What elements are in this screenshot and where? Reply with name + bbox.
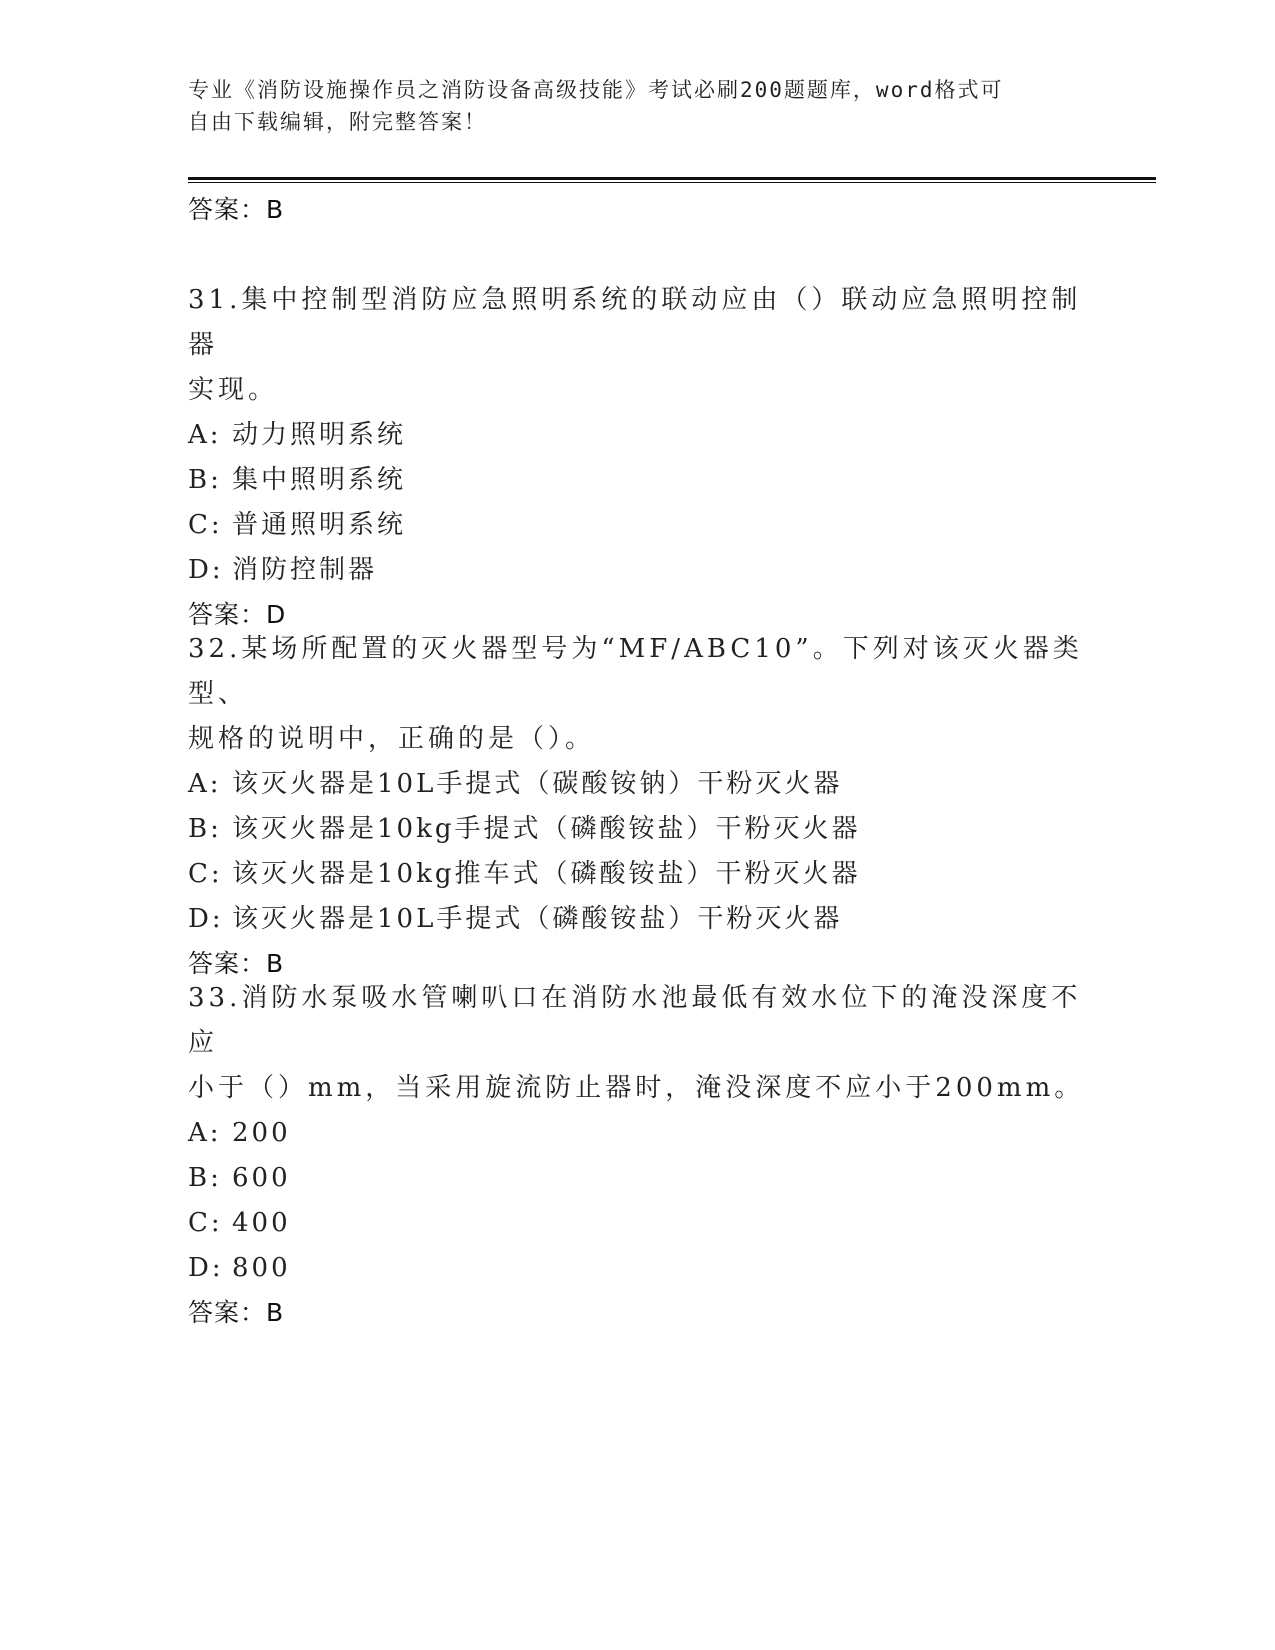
question-32-text-line-1: 32.某场所配置的灭火器型号为“MF/ABC10”。下列对该灭火器类型、 [188, 634, 1083, 709]
header-line-2: 自由下载编辑，附完整答案！ [188, 110, 487, 134]
option-text: 消防控制器 [232, 555, 378, 585]
question-33-option-a [188, 1111, 1088, 1156]
header-divider-thin [188, 182, 1156, 183]
question-31-option-a [188, 413, 1088, 458]
option-key: A: [188, 769, 222, 799]
question-33-option-d [188, 1246, 1088, 1291]
option-key: D: [188, 904, 224, 934]
option-text: 该灭火器是10L手提式（磷酸铵盐）干粉灭火器 [232, 904, 843, 934]
header-divider-thick [188, 177, 1156, 180]
option-key: C: [188, 510, 223, 540]
document-header [188, 74, 1088, 138]
question-32-option-b [188, 807, 1088, 852]
question-32-option-a [188, 762, 1088, 807]
question-32-option-c [188, 852, 1088, 897]
question-33-text-line-2: 小于（）mm，当采用旋流防止器时，淹没深度不应小于200mm。 [188, 1073, 1085, 1103]
header-line-1: 专业《消防设施操作员之消防设备高级技能》考试必刷200题题库，word格式可 [188, 78, 1004, 102]
option-key: C: [188, 859, 223, 889]
option-key: B: [188, 814, 222, 844]
question-31 [188, 278, 1088, 635]
question-31-option-d [188, 548, 1088, 593]
option-text: 200 [232, 1118, 291, 1148]
option-key: B: [188, 1163, 222, 1193]
question-33 [188, 976, 1088, 1333]
question-31-option-b [188, 458, 1088, 503]
option-key: C: [188, 1208, 223, 1238]
option-key: A: [188, 1118, 222, 1148]
question-31-answer: 答案：D [188, 600, 287, 629]
question-31-text-line-2: 实现。 [188, 375, 279, 405]
option-text: 800 [232, 1253, 291, 1283]
question-32-text-line-2: 规格的说明中，正确的是（）。 [188, 724, 596, 754]
question-33-answer: 答案：B [188, 1298, 285, 1327]
option-key: B: [188, 465, 222, 495]
option-text: 该灭火器是10kg推车式（磷酸铵盐）干粉灭火器 [232, 859, 861, 889]
previous-answer: 答案：B [188, 195, 285, 224]
option-text: 该灭火器是10kg手提式（磷酸铵盐）干粉灭火器 [232, 814, 861, 844]
option-text: 动力照明系统 [232, 420, 407, 450]
option-text: 普通照明系统 [232, 510, 407, 540]
question-33-text-line-1: 33.消防水泵吸水管喇叭口在消防水池最低有效水位下的淹没深度不应 [188, 983, 1082, 1058]
option-key: A: [188, 420, 222, 450]
question-32 [188, 627, 1088, 984]
option-text: 400 [232, 1208, 291, 1238]
option-text: 600 [232, 1163, 291, 1193]
option-text: 集中照明系统 [232, 465, 407, 495]
question-33-option-c [188, 1201, 1088, 1246]
question-33-option-b [188, 1156, 1088, 1201]
question-31-text-line-1: 31.集中控制型消防应急照明系统的联动应由（）联动应急照明控制器 [188, 285, 1082, 360]
question-31-option-c [188, 503, 1088, 548]
option-key: D: [188, 1253, 224, 1283]
option-key: D: [188, 555, 224, 585]
question-32-answer: 答案：B [188, 949, 285, 978]
option-text: 该灭火器是10L手提式（碳酸铵钠）干粉灭火器 [232, 769, 843, 799]
question-32-option-d [188, 897, 1088, 942]
